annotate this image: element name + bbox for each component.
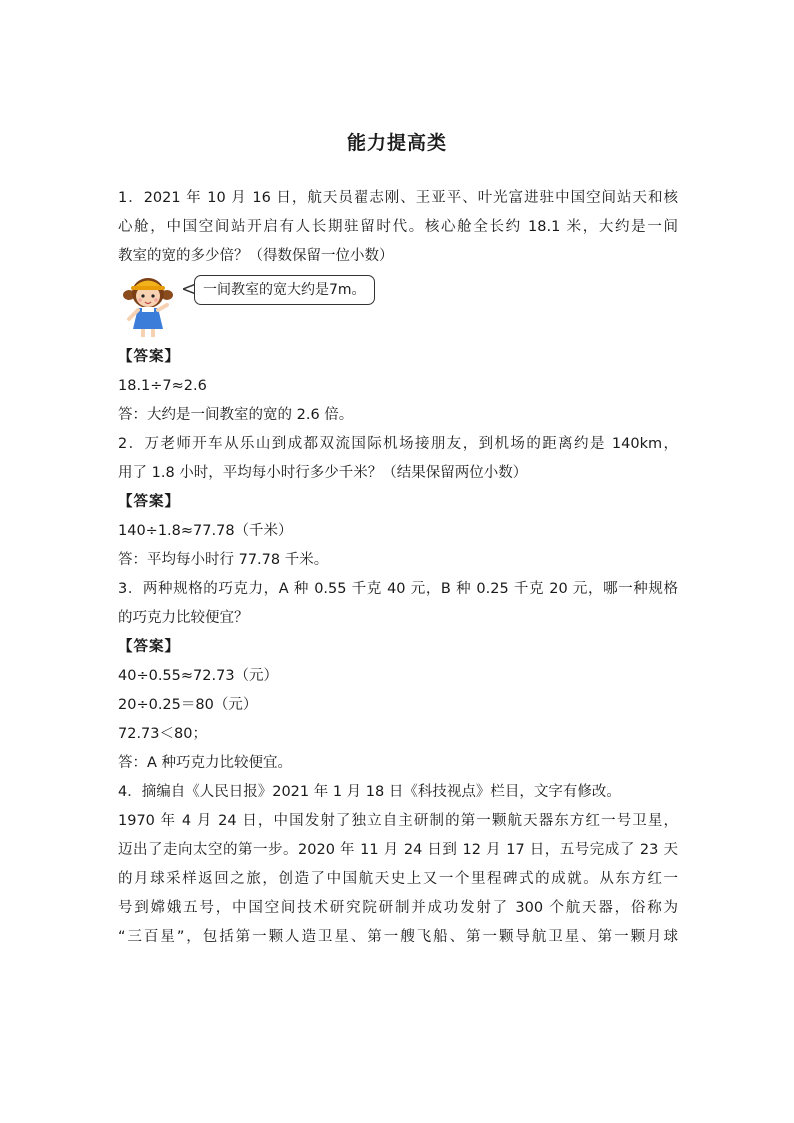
question-1-answer-line-2: 答：大约是一间教室的宽的 2.6 倍。 (118, 407, 354, 423)
question-3 (118, 575, 678, 633)
question-2-line-2: 用了 1.8 小时，平均每小时行多少千米？（结果保留两位小数） (118, 465, 528, 481)
question-1-line-3: 教室的宽的多少倍？（得数保留一位小数） (118, 248, 394, 264)
speech-bubble: 一间教室的宽大约是7m。 (194, 275, 375, 305)
question-3-answer-label: 【答案】 (118, 639, 180, 655)
question-2-line-1: 2．万老师开车从乐山到成都双流国际机场接朋友，到机场的距离约是 140km， (118, 436, 678, 452)
question-3-line-1: 3．两种规格的巧克力，A 种 0.55 千克 40 元，B 种 0.25 千克 20 元，哪一种规格 (118, 581, 678, 597)
page-title: 能力提高类 (346, 132, 447, 154)
question-3-line-2: 的巧克力比较便宜？ (118, 610, 249, 626)
question-2 (118, 430, 678, 488)
question-4-line-3: 迈出了走向太空的第一步。2020 年 11 月 24 日到 12 月 17 日，五号完成了 23 天 (118, 842, 678, 858)
question-4-line-6: “三百星”，包括第一颗人造卫星、第一艘飞船、第一颗导航卫星、第一颗月球 (118, 929, 678, 945)
question-3-answer-line-3: 72.73＜80； (118, 726, 207, 742)
question-4-line-2: 1970 年 4 月 24 日，中国发射了独立自主研制的第一颗航天器东方红一号卫星， (118, 813, 678, 829)
question-1-answer-label: 【答案】 (118, 349, 180, 365)
question-4-line-1: 4．摘编自《人民日报》2021 年 1 月 18 日《科技视点》栏目，文字有修改。 (118, 784, 621, 800)
question-2-answer-label: 【答案】 (118, 494, 180, 510)
question-4-line-5: 号到嫦娥五号，中国空间技术研究院研制并成功发射了 300 个航天器，俗称为 (118, 900, 678, 916)
question-1-illustration (118, 271, 678, 343)
question-1-answer-line-1: 18.1÷7≈2.6 (118, 378, 207, 394)
question-4 (118, 778, 678, 952)
question-3-answer-line-2: 20÷0.25＝80（元） (118, 697, 258, 713)
question-3-answer-line-1: 40÷0.55≈72.73（元） (118, 668, 279, 684)
question-4-line-4: 的月球采样返回之旅，创造了中国航天史上又一个里程碑式的成就。从东方红一 (118, 871, 678, 887)
question-1-line-1: 1．2021 年 10 月 16 日，航天员翟志刚、王亚平、叶光富进驻中国空间站天和核 (118, 190, 678, 206)
document-body (118, 184, 678, 952)
question-3-answer-line-4: 答：A 种巧克力比较便宜。 (118, 755, 293, 771)
question-1-line-2: 心舱，中国空间站开启有人长期驻留时代。核心舱全长约 18.1 米，大约是一间 (118, 219, 678, 235)
girl-illustration-icon (120, 273, 180, 339)
question-2-answer-line-1: 140÷1.8≈77.78（千米） (118, 523, 293, 539)
question-1 (118, 184, 678, 271)
question-2-answer-line-2: 答：平均每小时行 77.78 千米。 (118, 552, 329, 568)
